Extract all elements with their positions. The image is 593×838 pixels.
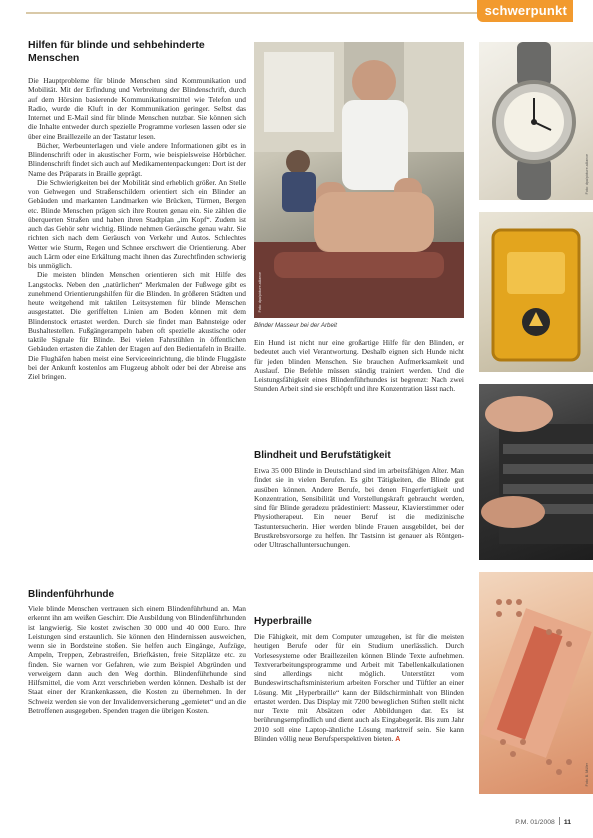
end-mark: A [395,735,401,743]
photo-credit: Foto: dpa/picture-alliance [585,153,589,194]
braille-watch-illustration [479,42,593,200]
article-paragraph [254,632,464,744]
blindenfuehrhunde-column [28,604,246,715]
beruf-column [254,466,464,549]
braille-watch-photo [479,42,593,200]
masseur-photo [254,42,464,318]
signal-box-photo [479,212,593,372]
braille-number-plate-photo [479,572,593,794]
header-rule [26,12,503,14]
photo-credit: Foto: B. Müller [585,762,589,786]
page-number: 11 [563,819,571,826]
article-paragraph: Etwa 35 000 Blinde in Deutschland sind im arbeitsfähigen Alter. Man findet sie in vielen Berufen. Es gibt Tätigkeiten, die Blinde gut ausüben können. Andere Berufe, bei denen Fingerfertigkeit und Konzentration, Sensibilität und Vorstellungskraft gebraucht werden, sind für Blinde geradezu prädestiniert: Masseur, Klavierstimmer oder Physiotherapeut. Ein neuer Beruf ist die medizinische Tastuntersucherin. Hier werden blinde Frauen ausgebildet, bei der Brustkrebsvorsorge zu helfen. Ihr Tastsinn ist genauer als Röntgen- oder Ultraschalluntersuchungen. [254,466,464,549]
article-paragraph: Bücher, Werbeunterlagen und viele andere Informationen gibt es in Blindenschrift oder in akustischer Form, wie beispielsweise Hörbücher. Blindenschrift findet sich auch auf Medikamentenpackungen: Dort ist der Name des Präparats in Braille geprägt. [28,140,246,178]
braille-keyboard-photo [479,384,593,560]
article-paragraph: Ein Hund ist nicht nur eine großartige Hilfe für den Blinden, er bedeutet auch viel Verantwortung. Deshalb eignen sich Hunde nicht für jeden blinden Menschen. Sie brauchen Aufmerksamkeit und Auslauf. Die Befehle müssen ständig trainiert werden. Und die Leistungsfähigkeit eines Blindenführhundes ist begrenzt: Nach zwei Stunden Arbeit sind sie erschöpft und ihre Konzentration lässt nach. [254,338,464,394]
signal-box-illustration [479,212,593,372]
issue-label: P.M. 01/2008 [515,819,555,826]
page-footer [515,817,571,826]
article-paragraph: Die Schwierigkeiten bei der Mobilität sind erheblich größer. An Stelle von Gehwegen und Straßenschildern orientiert sich ein Blinder an Gebäuden und markanten Landmarken wie Brücken, Türmen, Bergen etc. Blinde Menschen prägen sich ihre Routen genau ein. Sie zählen die überquerten Straßen und haben ihren Stadtplan „im Kopf“. Zudem ist auch das Gehör sehr wichtig. Blinde nehmen Geräusche genau wahr. Sie richten sich nach dem Geräusch von Verkehr und Autos. Schlechtes Wetter wie Sturm, Regen und Schnee erschwert die Orientierung. Aber auch Lärm oder eine Erkältung macht ihnen das Zurechtfinden schwierig bis unmöglich. [28,177,246,270]
hyperbraille-heading: Hyperbraille [254,616,312,627]
photo-caption: Blinder Masseur bei der Arbeit [254,322,337,329]
hyperbraille-text: Die Fähigkeit, mit dem Computer umzugehen, ist für die meisten heutigen Berufe oder für ein Studium unerlässlich. Durch Vorlesesysteme oder Braillezeilen können Blinde Texte aufnehmen. Textverarbeitungsprogramme und Arbeit mit Tabellenkalkulationen sind allerdings nicht möglich. Unterstützt vom Bundeswirtschaftsministerium arbeiten Forscher und Tüftler an einer Lösung. Mit „Hyperbraille“ kann der Bildschirminhalt von Blinden ertastet werden. Das Display mit 7200 beweglichen Stiften stellt nicht nur Texte mit Absätzen oder Abbildungen dar. Es ist berührungsempfindlich und dient auch als Eingabegerät. Bis zum Jahr 2010 soll eine Laptop-ähnliche Lösung marktreif sein. Sie kann Blinden völlig neue Berufsperspektiven bieten. [254,632,464,743]
braille-number-plate-illustration [479,572,593,794]
braille-keyboard-illustration [479,384,593,560]
article-heading: Hilfen für blinde und sehbehinderte Menschen [28,39,205,64]
blindenfuehrhunde-heading: Blindenführhunde [28,589,115,600]
page-header [0,0,593,26]
masseur-illustration [254,42,464,318]
photo-credit: Foto: dpa/picture-alliance [258,271,262,312]
beruf-heading: Blindheit und Berufstätigkeit [254,450,391,461]
article-paragraph: Die meisten blinden Menschen orientieren sich mit Hilfe des Langstocks. Neben den „natürlichen“ Merkmalen der Fußwege gibt es zunehmend Orientierungshilfen für die Blinden. In größeren Städten und heute weitgehend mit taktilen Leitsystemen für blinde Menschen ausgestattet. Die geriffelten Linien am Boden können mit dem Blindenstock ertastet werden. Durch sie findet man Bahnsteige oder Bushaltestellen. Fußgängerampeln haben oft spezielle akustische oder taktile Signale für Blinde. Bei vielen Fahrstühlen in öffentlichen Gebäuden ertasten die Zahlen der Etagen auf den Bedientafeln in Braille. Die Flughäfen haben meist eine Serviceeinrichtung, die blinde Fluggäste bei der Ankunft kostenlos am Flugzeug abholt oder bei der Abreise ans Ziel bringen. [28,270,246,381]
masseur-text-column [254,338,464,394]
article-paragraph: Die Hauptprobleme für blinde Menschen sind Kommunikation und Mobilität. Mit der Erfindung und Verbreitung der Blindenschrift, durch auf dem Hörsinn basierende Kommunikationsmittel wie Telefon und Radio, wurde die Kluft in der Kommunikation geringer. Selbst das Internet und E-Mail sind für blinde Menschen nutzbar. Sie können sich die Inhalte entweder durch spezielle Programme vorlesen lassen oder sie über eine Braillezeile an der Tastatur lesen. [28,76,246,141]
section-label: schwerpunkt [484,3,567,18]
article-column-left [28,76,246,381]
hyperbraille-column [254,632,464,744]
footer-separator [559,817,560,825]
article-paragraph: Viele blinde Menschen vertrauen sich einem Blindenführhund an. Man erkennt ihn am weißen Geschirr. Die Ausbildung von Blindenführhunden ist langwierig. Sie kostet zwischen 30 000 und 40 000 Euro. Ihre Leistungen sind erstaunlich. Sie können den Hindernissen ausweichen, wenn sie in Bordsteine stoßen. Sie helfen auch Eingänge, Aufzüge, Ampeln, Treppen, Zebrastreifen, Briefkästen, freie Sitzplätze etc. zu finden. Sie warnen vor Gefahren, wie zum Beispiel Abgründen und verweigern dann auch den Weg dorthin. Blindenführhunde sind Hilfsmittel, die vom Arzt verschrieben werden können. Deshalb ist der Staat einer der Krankenkassen, die Kosten zu übernehmen. In der Schweiz werden sie von der Invalidenversicherung „gemietet“ und an die Betroffenen ausgegeben. Spenden tragen die übrigen Kosten. [28,604,246,715]
